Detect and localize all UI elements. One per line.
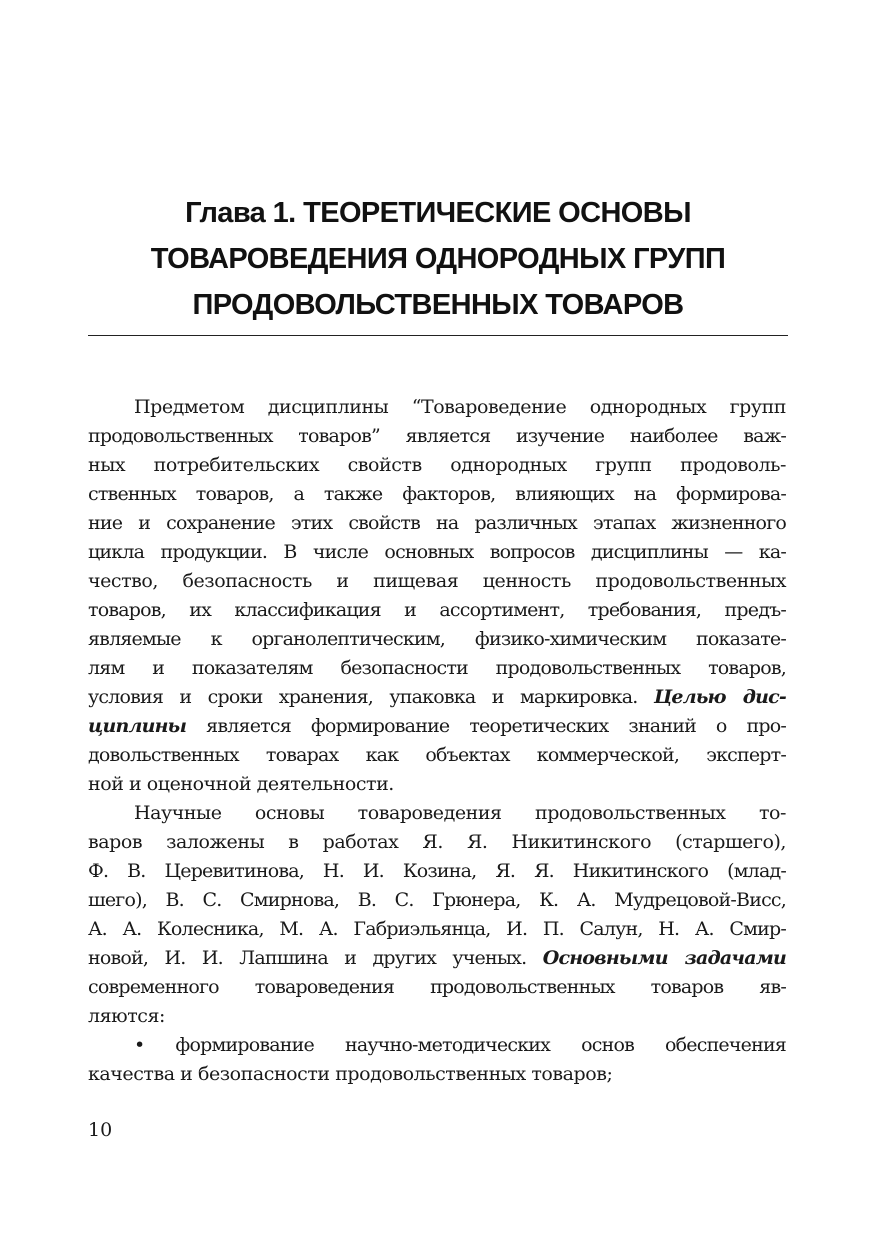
text-line: цикла продукции. В числе основных вопросов дисциплины — ка- <box>88 541 786 563</box>
text-line: варов заложены в работах Я. Я. Никитинского (старшего), <box>88 831 786 853</box>
text-line: ляются: <box>88 1005 165 1027</box>
text-line: шего), В. С. Смирнова, В. С. Грюнера, К. А. Мудрецовой-Висс, <box>88 889 786 911</box>
chapter-title-line: ТОВАРОВЕДЕНИЯ ОДНОРОДНЫХ ГРУПП <box>150 243 726 275</box>
emphasis-term: циплины <box>88 715 187 737</box>
text-line: Ф. В. Церевитинова, Н. И. Козина, Я. Я. Никитинского (млад- <box>88 860 786 882</box>
text-line: Научные основы товароведения продовольственных то- <box>134 802 786 824</box>
text-line: А. А. Колесника, М. А. Габриэльянца, И. П. Салун, Н. А. Смир- <box>88 918 786 940</box>
text-line: продовольственных товаров” является изучение наиболее важ- <box>88 425 786 447</box>
chapter-title-line: ПРОДОВОЛЬСТВЕННЫХ ТОВАРОВ <box>192 289 684 321</box>
page-number: 10 <box>88 1119 113 1141</box>
text-line <box>88 712 786 741</box>
text-line: лям и показателям безопасности продовольственных товаров, <box>88 657 786 679</box>
text-line: современного товароведения продовольственных товаров яв- <box>88 976 786 998</box>
text-line: Предметом дисциплины “Товароведение однородных групп <box>134 396 786 418</box>
title-divider <box>88 335 788 336</box>
emphasis-term: Основными задачами <box>542 947 786 969</box>
bullet-item <box>88 1031 786 1089</box>
text-line: чество, безопасность и пищевая ценность продовольственных <box>88 570 786 592</box>
chapter-title <box>88 190 788 328</box>
text-line: довольственных товарах как объектах коммерческой, эксперт- <box>88 744 786 766</box>
text-line: ных потребительских свойств однородных групп продоволь- <box>88 454 786 476</box>
text-line: • формирование научно-методических основ обеспечения <box>134 1034 786 1056</box>
text-line <box>88 944 786 973</box>
text-line: ной и оценочной деятельности. <box>88 773 394 795</box>
text-run: условия и сроки хранения, упаковка и маркировка. <box>88 686 638 708</box>
text-line: товаров, их классификация и ассортимент, требования, предъ- <box>88 599 786 621</box>
text-line: ние и сохранение этих свойств на различных этапах жизненного <box>88 512 786 534</box>
text-line: являемые к органолептическим, физико-химическим показате- <box>88 628 786 650</box>
text-line: ственных товаров, а также факторов, влияющих на формирова- <box>88 483 786 505</box>
chapter-title-line: Глава 1. ТЕОРЕТИЧЕСКИЕ ОСНОВЫ <box>185 197 691 229</box>
emphasis-term: Целью дис- <box>653 686 786 708</box>
text-run: новой, И. И. Лапшина и других ученых. <box>88 947 527 969</box>
text-line: качества и безопасности продовольственных товаров; <box>88 1063 613 1085</box>
text-line <box>88 683 786 712</box>
body-text <box>88 393 786 1089</box>
paragraph-foundations <box>88 799 786 1031</box>
text-run: является формирование теоретических знаний о про- <box>206 715 786 737</box>
paragraph-subject <box>88 393 786 799</box>
